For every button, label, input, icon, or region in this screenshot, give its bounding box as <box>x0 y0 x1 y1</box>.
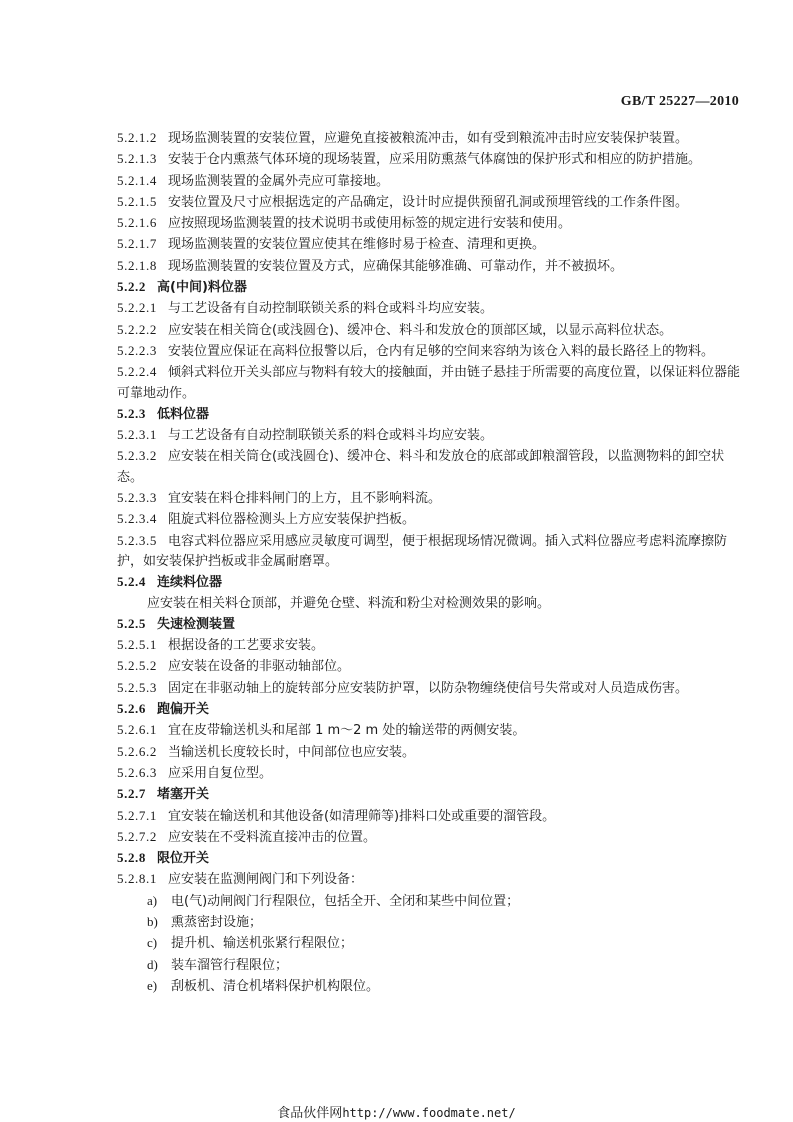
clause-text: 当输送机长度较长时，中间部位也应安装。 <box>167 744 415 760</box>
clause-paragraph <box>117 171 741 192</box>
clause-text: 应采用自复位型。 <box>167 765 272 781</box>
clause-text: 阻旋式料位器检测头上方应安装保护挡板。 <box>167 512 415 528</box>
clause-number: 5.2.2.1 <box>117 300 157 316</box>
clause-paragraph <box>117 149 741 170</box>
clause-text: 宜安装在料仓排料闸门的上方，且不影响料流。 <box>167 491 441 507</box>
clause-paragraph <box>117 425 741 446</box>
footer-url-link[interactable]: http://www.foodmate.net/ <box>342 1106 516 1120</box>
section-heading <box>117 848 741 869</box>
clause-paragraph <box>117 869 741 890</box>
clause-paragraph <box>117 234 741 255</box>
section-heading <box>117 572 741 593</box>
clause-paragraph <box>117 531 741 573</box>
clause-text: 应安装在设备的非驱动轴部位。 <box>167 659 350 675</box>
clause-paragraph <box>117 827 741 848</box>
clause-text: 应安装在相关筒仓(或浅圆仓)、缓冲仓、料斗和发放仓的顶部区域，以显示高料位状态。 <box>167 322 673 338</box>
page-footer <box>0 1102 793 1121</box>
clause-number: 5.2.1.5 <box>117 193 157 209</box>
list-item-marker: d) <box>147 956 158 972</box>
clause-text: 高(中间)料位器 <box>157 280 247 296</box>
clause-number: 5.2.1.2 <box>117 130 157 145</box>
clause-paragraph <box>117 656 741 677</box>
clause-number: 5.2.5.1 <box>117 637 157 653</box>
list-item-marker: e) <box>147 977 158 993</box>
clause-text: 堵塞开关 <box>157 787 210 803</box>
clause-number: 5.2.5 <box>117 615 146 631</box>
clause-paragraph <box>117 128 741 149</box>
clause-paragraph <box>117 763 741 784</box>
clause-text: 跑偏开关 <box>157 702 210 718</box>
clause-paragraph <box>117 446 741 488</box>
clause-number: 5.2.5.2 <box>117 658 157 674</box>
clause-number: 5.2.1.6 <box>117 215 157 231</box>
clause-number: 5.2.3.4 <box>117 511 157 527</box>
clause-text: 电容式料位器应采用感应灵敏度可调型，便于根据现场情况微调。插入式料位器应考虑料流摩擦防护，如安装保护挡板或非金属耐磨罩。 <box>117 533 727 569</box>
clause-text: 与工艺设备有自动控制联锁关系的料仓或料斗均应安装。 <box>167 428 493 444</box>
footer-site-name: 食品伙伴网 <box>277 1106 343 1121</box>
list-item <box>117 955 741 976</box>
clause-paragraph <box>117 298 741 319</box>
clause-number: 5.2.8 <box>117 850 146 866</box>
list-item-text: 电(气)动闸阀门行程限位，包括全开、全闭和某些中间位置； <box>171 893 520 909</box>
clause-number: 5.2.3.2 <box>117 448 157 464</box>
clause-paragraph <box>117 362 741 404</box>
clause-paragraph <box>117 806 741 827</box>
clause-text: 倾斜式料位开关头部应与物料有较大的接触面，并由链子悬挂于所需要的高度位置，以保证料位器能可靠地动作。 <box>117 365 740 401</box>
clause-paragraph <box>117 678 741 699</box>
clause-text: 现场监测装置的安装位置及方式，应确保其能够准确、可靠动作，并不被损坏。 <box>167 258 623 274</box>
list-item-text: 刮板机、清仓机堵料保护机构限位。 <box>171 978 380 994</box>
clause-number: 5.2.3.3 <box>117 490 157 506</box>
clause-text: 根据设备的工艺要求安装。 <box>167 638 324 654</box>
clause-text: 低料位器 <box>157 406 210 422</box>
clause-text: 宜在皮带输送机头和尾部 1 m～2 m 处的输送带的两侧安装。 <box>167 723 526 739</box>
clause-text: 安装位置应保证在高料位报警以后，仓内有足够的空间来容纳为该仓入料的最长路径上的物料。 <box>167 343 714 359</box>
clause-text: 宜安装在输送机和其他设备(如清理筛等)排料口处或重要的溜管段。 <box>167 808 556 824</box>
clause-paragraph <box>117 720 741 741</box>
clause-number: 5.2.7.1 <box>117 807 157 823</box>
clause-number: 5.2.2.2 <box>117 321 157 337</box>
clause-number: 5.2.2 <box>117 279 146 295</box>
clause-number: 5.2.1.4 <box>117 172 157 188</box>
clause-paragraph <box>117 192 741 213</box>
clause-text: 应安装在相关料仓顶部，并避免仓壁、料流和粉尘对检测效果的影响。 <box>147 595 551 611</box>
clause-text: 失速检测装置 <box>157 616 236 632</box>
list-item-text: 提升机、输送机张紧行程限位； <box>171 936 354 952</box>
clause-text: 与工艺设备有自动控制联锁关系的料仓或料斗均应安装。 <box>167 301 493 317</box>
clause-text: 连续料位器 <box>157 575 223 591</box>
section-heading <box>117 614 741 635</box>
clause-text: 安装位置及尺寸应根据选定的产品确定，设计时应提供预留孔洞或预埋管线的工作条件图。 <box>167 194 688 210</box>
clause-text: 现场监测装置的安装位置，应避免直接被粮流冲击，如有受到粮流冲击时应安装保护装置。 <box>167 131 688 146</box>
list-item-marker: b) <box>147 913 158 929</box>
clause-paragraph <box>117 320 741 341</box>
clause-paragraph <box>117 509 741 530</box>
clause-number: 5.2.1.7 <box>117 236 157 252</box>
document-body <box>117 128 741 997</box>
clause-number: 5.2.2.4 <box>117 364 157 380</box>
clause-text: 固定在非驱动轴上的旋转部分应安装防护罩，以防杂物缠绕使信号失常或对人员造成伤害。 <box>167 680 688 696</box>
clause-text: 应安装在监测闸阀门和下列设备： <box>167 872 363 888</box>
clause-paragraph <box>117 256 741 277</box>
list-item <box>117 912 741 933</box>
clause-text: 应按照现场监测装置的技术说明书或使用标签的规定进行安装和使用。 <box>167 216 571 232</box>
clause-number: 5.2.4 <box>117 574 146 590</box>
section-heading <box>117 277 741 298</box>
list-item <box>117 976 741 997</box>
clause-number: 5.2.1.8 <box>117 257 157 273</box>
clause-text: 应安装在相关筒仓(或浅圆仓)、缓冲仓、料斗和发放仓的底部或卸粮溜管段，以监测物料的卸空状态。 <box>117 449 725 485</box>
clause-paragraph <box>117 742 741 763</box>
clause-number: 5.2.3 <box>117 405 146 421</box>
list-item-text: 熏蒸密封设施； <box>171 914 263 930</box>
clause-number: 5.2.7.2 <box>117 828 157 844</box>
clause-paragraph <box>117 594 741 614</box>
section-heading <box>117 699 741 720</box>
clause-text: 安装于仓内熏蒸气体环境的现场装置，应采用防熏蒸气体腐蚀的保护形式和相应的防护措施。 <box>167 152 701 168</box>
clause-number: 5.2.6.1 <box>117 722 157 738</box>
standard-number: GB/T 25227—2010 <box>620 94 739 109</box>
clause-number: 5.2.3.5 <box>117 532 157 548</box>
section-heading <box>117 404 741 425</box>
clause-number: 5.2.8.1 <box>117 871 157 887</box>
clause-number: 5.2.5.3 <box>117 679 157 695</box>
clause-number: 5.2.6.2 <box>117 743 157 759</box>
clause-number: 5.2.6.3 <box>117 764 157 780</box>
clause-number: 5.2.3.1 <box>117 427 157 443</box>
list-item-text: 装车溜管行程限位； <box>171 957 289 973</box>
clause-text: 现场监测装置的安装位置应使其在维修时易于检查、清理和更换。 <box>167 237 545 253</box>
clause-text: 现场监测装置的金属外壳应可靠接地。 <box>167 173 389 189</box>
clause-text: 应安装在不受料流直接冲击的位置。 <box>167 829 376 845</box>
list-item <box>117 891 741 912</box>
clause-number: 5.2.6 <box>117 701 146 717</box>
clause-number: 5.2.2.3 <box>117 342 157 358</box>
clause-paragraph <box>117 341 741 362</box>
clause-paragraph <box>117 488 741 509</box>
clause-number: 5.2.7 <box>117 786 146 802</box>
section-heading <box>117 784 741 805</box>
clause-number: 5.2.1.3 <box>117 151 157 167</box>
list-item-marker: a) <box>147 892 158 908</box>
list-item-marker: c) <box>147 935 158 951</box>
clause-paragraph <box>117 635 741 656</box>
clause-text: 限位开关 <box>157 851 210 867</box>
list-item <box>117 933 741 954</box>
clause-paragraph <box>117 213 741 234</box>
